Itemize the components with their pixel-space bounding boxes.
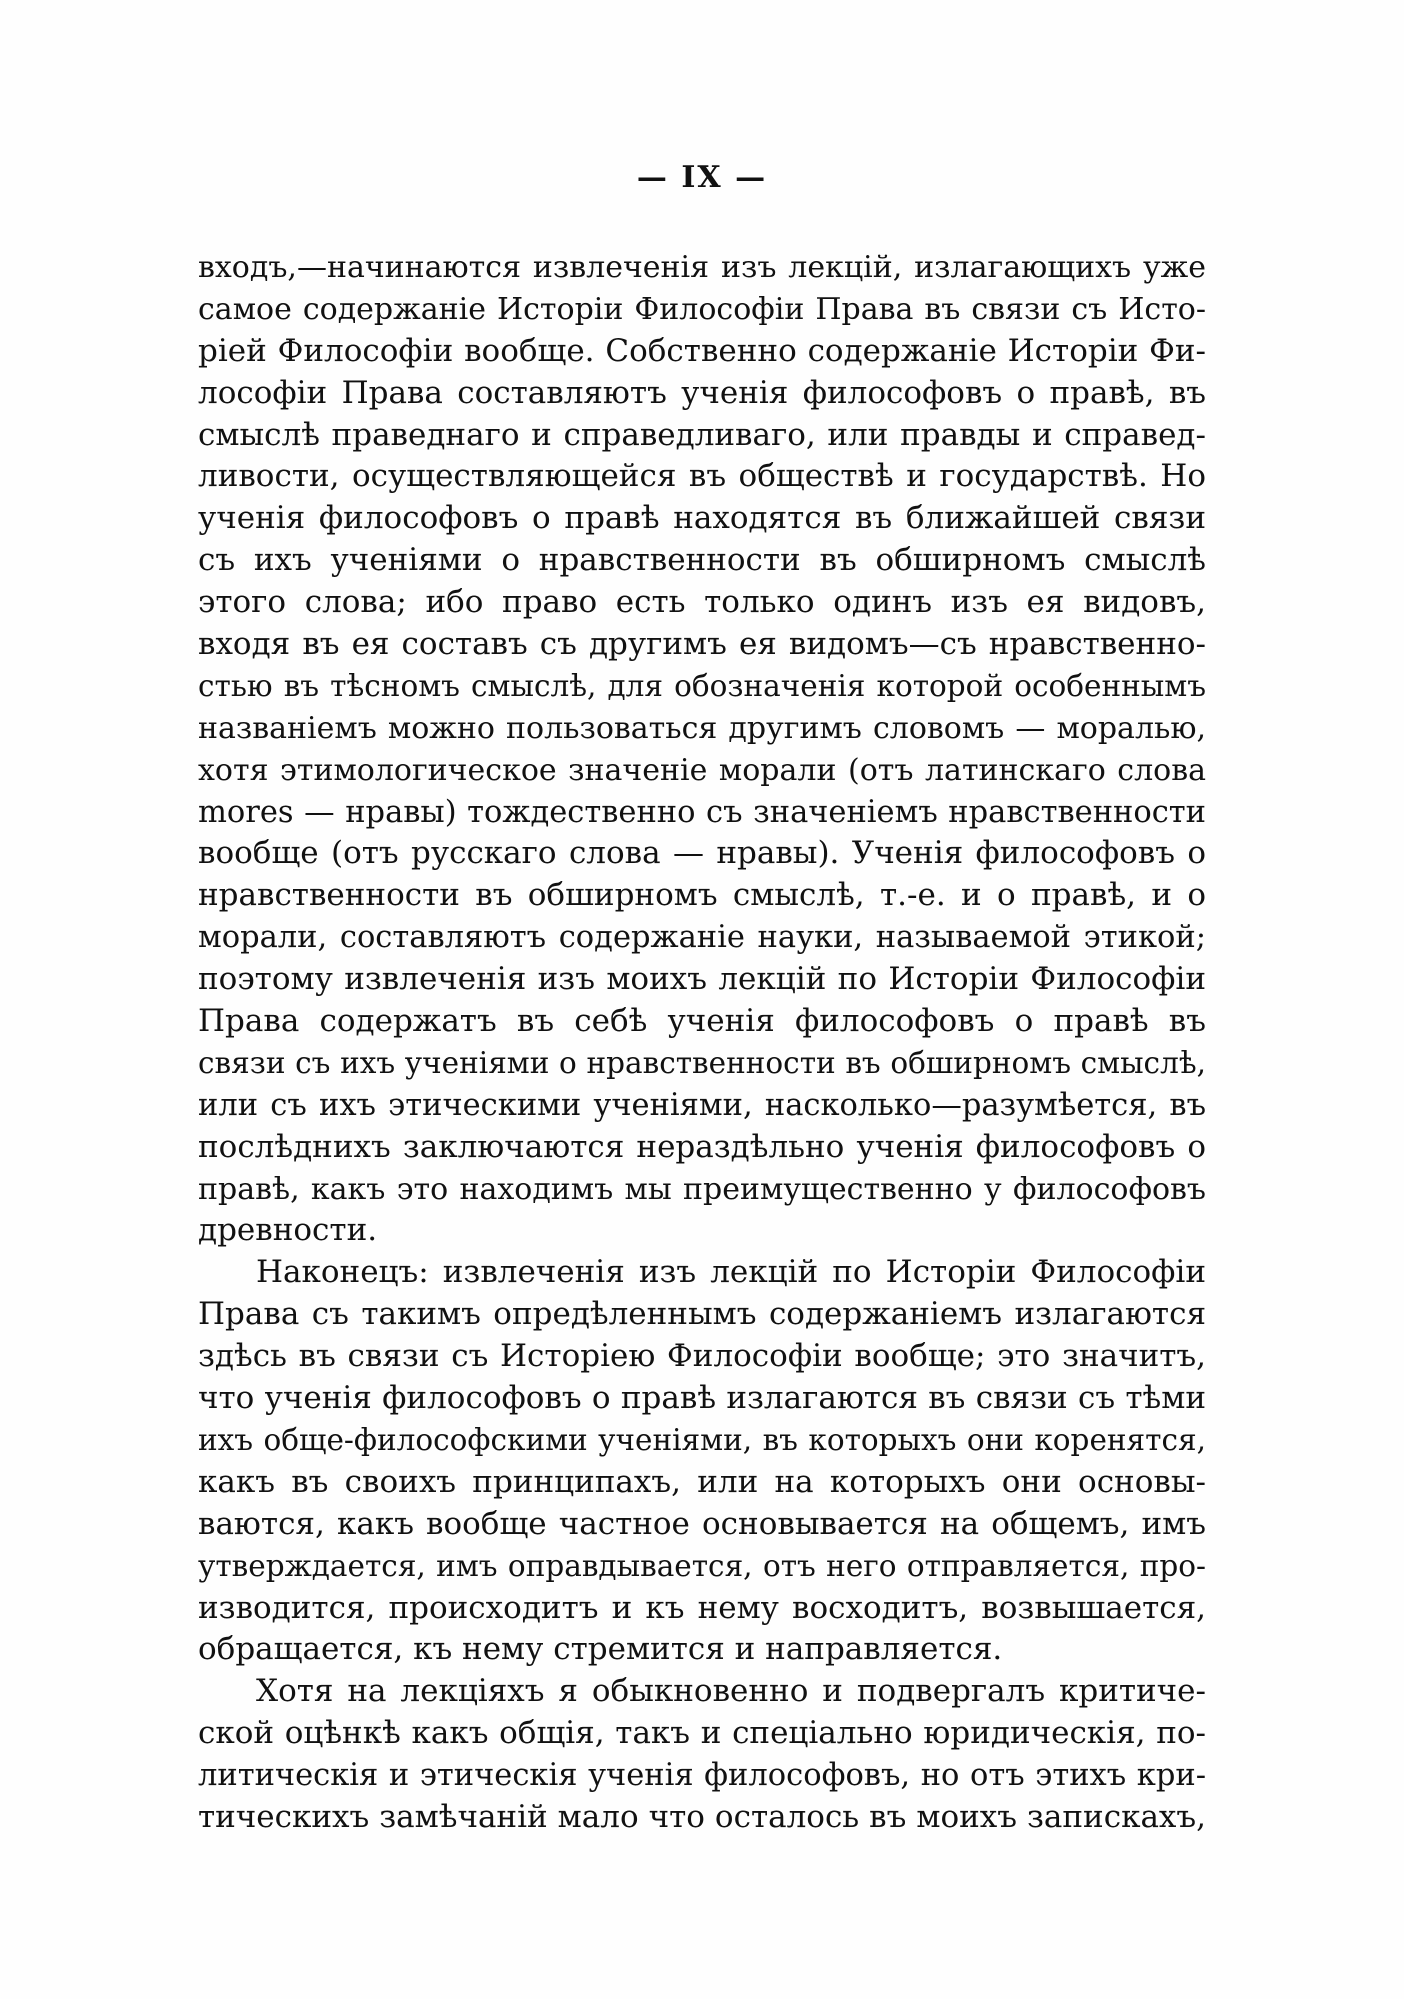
- text-line: ріей Философіи вообще. Собственно содержаніе Исторіи Фи-: [198, 332, 1206, 369]
- text-line: mores — нравы) тождественно съ значеніемъ нравственности: [198, 794, 1206, 830]
- text-line: Наконецъ: извлеченія изъ лекцій по Исторіи Философіи: [256, 1254, 1206, 1291]
- text-line: что ученія философовъ о правѣ излагаются въ связи съ тѣми: [198, 1380, 1206, 1417]
- body-text: [198, 247, 1206, 1839]
- text-line: ихъ обще-философскими ученіями, въ которыхъ они коренятся,: [198, 1422, 1206, 1457]
- text-line: вообще (отъ русскаго слова — нравы). Ученія философовъ о: [198, 835, 1206, 872]
- text-line: ливости, осуществляющейся въ обществѣ и государствѣ. Но: [198, 458, 1206, 495]
- text-line: послѣднихъ заключаются нераздѣльно ученія философовъ о: [198, 1128, 1206, 1165]
- text-line: морали, составляютъ содержаніе науки, называемой этикой;: [198, 920, 1206, 956]
- text-line: лософіи Права составляютъ ученія философовъ о правѣ, въ: [198, 374, 1206, 411]
- text-line: тическихъ замѣчаній мало что осталось въ моихъ запискахъ,: [198, 1798, 1206, 1835]
- text-line: ской оцѣнкѣ какъ общія, такъ и спеціально юридическія, по-: [198, 1715, 1206, 1752]
- text-line: Права содержатъ въ себѣ ученія философовъ о правѣ въ: [198, 1003, 1206, 1040]
- text-line: ученія философовъ о правѣ находятся въ ближайшей связи: [198, 500, 1206, 537]
- text-line: ваются, какъ вообще частное основывается на общемъ, имъ: [198, 1505, 1206, 1542]
- text-line: связи съ ихъ ученіями о нравственности въ обширномъ смыслѣ,: [198, 1045, 1206, 1080]
- text-line: стью въ тѣсномъ смыслѣ, для обозначенія которой особеннымъ: [198, 668, 1206, 703]
- text-line: съ ихъ ученіями о нравственности въ обширномъ смыслѣ: [198, 542, 1206, 579]
- text-line: Права съ такимъ опредѣленнымъ содержаніемъ излагаются: [198, 1296, 1206, 1333]
- text-line: смыслѣ праведнаго и справедливаго, или правды и справед-: [198, 416, 1206, 453]
- text-line: поэтому извлеченія изъ моихъ лекцій по Исторіи Философіи: [198, 961, 1206, 998]
- text-line: изводится, происходитъ и къ нему восходитъ, возвышается,: [198, 1589, 1206, 1626]
- text-line: хотя этимологическое значеніе морали (отъ латинскаго слова: [198, 752, 1206, 788]
- text-line: литическія и этическія ученія философовъ, но отъ этихъ кри-: [198, 1758, 1206, 1794]
- text-line: здѣсь въ связи съ Исторіею Философіи вообще; это значитъ,: [198, 1338, 1206, 1375]
- text-line: утверждается, имъ оправдывается, отъ него отправляется, про-: [198, 1548, 1206, 1583]
- text-line: входя въ ея составъ съ другимъ ея видомъ—съ нравственно-: [198, 626, 1206, 663]
- text-line: входъ,—начинаются извлеченія изъ лекцій, излагающихъ уже: [198, 250, 1206, 285]
- text-line: древности.: [198, 1212, 378, 1249]
- text-line: правѣ, какъ это находимъ мы преимущественно у философовъ: [198, 1171, 1206, 1207]
- text-line: обращается, къ нему стремится и направляется.: [198, 1631, 1003, 1668]
- text-line: Хотя на лекціяхъ я обыкновенно и подвергалъ критиче-: [256, 1673, 1206, 1710]
- page-number: — IX —: [636, 160, 768, 195]
- text-line: нравственности въ обширномъ смыслѣ, т.-е. и о правѣ, и о: [198, 877, 1206, 914]
- text-line: какъ въ своихъ принципахъ, или на которыхъ они основы-: [198, 1463, 1206, 1500]
- text-line: названіемъ можно пользоваться другимъ словомъ — моралью,: [198, 710, 1206, 746]
- text-line: самое содержаніе Исторіи Философіи Права въ связи съ Исто-: [198, 291, 1206, 327]
- text-line: этого слова; ибо право есть только одинъ изъ ея видовъ,: [198, 584, 1206, 621]
- text-line: или съ ихъ этическими ученіями, насколько—разумѣется, въ: [198, 1087, 1206, 1123]
